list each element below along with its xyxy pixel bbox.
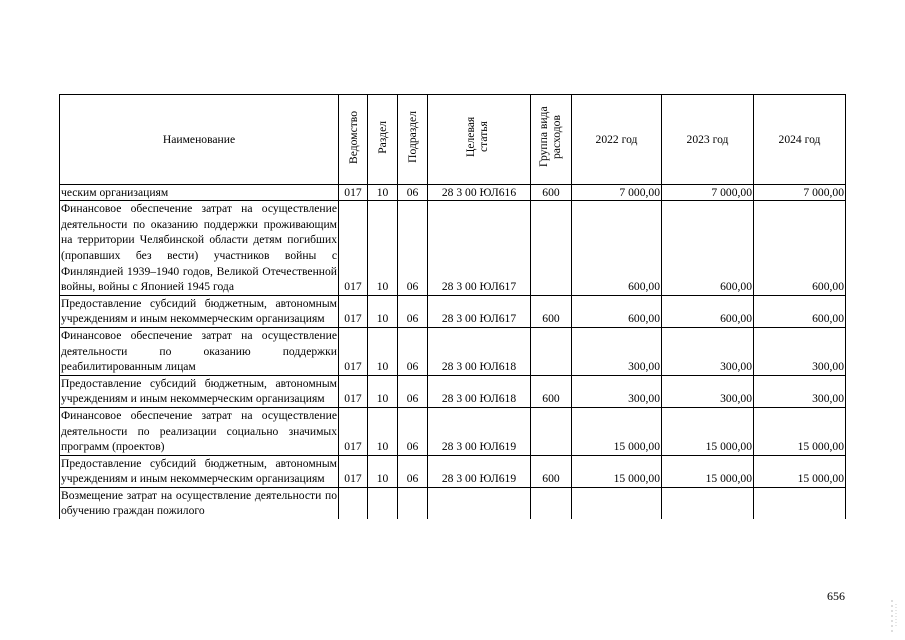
cell-2023: 600,00 [662,295,754,327]
cell-target-item: 28 3 00 ЮЛ618 [428,375,531,407]
cell-2023: 300,00 [662,375,754,407]
cell-subsection: 06 [398,327,428,375]
cell-2023: 15 000,00 [662,407,754,455]
cell-section: 10 [368,375,398,407]
header-department: Ведомство [339,95,368,185]
header-section: Раздел [368,95,398,185]
cell-name: Финансовое обеспечение затрат на осуществление деятельности по реализации социально значимых программ (проектов) [60,407,339,455]
cell-2024: 7 000,00 [754,184,846,201]
header-2022: 2022 год [572,95,662,185]
cell-target-item: 28 3 00 ЮЛ619 [428,455,531,487]
header-target-item: Целевая статья [428,95,531,185]
cell-department: 017 [339,407,368,455]
page-number: 656 [827,589,845,603]
header-expense-group: Группа вида расходов [531,95,572,185]
table-row [60,184,846,201]
header-subsection: Подраздел [398,95,428,185]
cell-subsection: 06 [398,375,428,407]
table-row [60,327,846,375]
table-row [60,295,846,327]
cell-department [339,487,368,519]
cell-2022: 300,00 [572,375,662,407]
cell-2024: 600,00 [754,201,846,296]
cell-target-item: 28 3 00 ЮЛ617 [428,201,531,296]
cell-subsection: 06 [398,201,428,296]
scan-edge-mark [888,598,900,634]
cell-subsection: 06 [398,295,428,327]
cell-2022: 300,00 [572,327,662,375]
cell-department: 017 [339,327,368,375]
cell-section: 10 [368,407,398,455]
cell-2023: 600,00 [662,201,754,296]
cell-2024: 15 000,00 [754,455,846,487]
cell-department: 017 [339,455,368,487]
cell-name: Предоставление субсидий бюджетным, автономным учреждениям и иным некоммерческим организациям [60,375,339,407]
budget-table [59,94,846,519]
cell-2022: 600,00 [572,201,662,296]
cell-expense-group [531,487,572,519]
header-2023: 2023 год [662,95,754,185]
cell-2022: 7 000,00 [572,184,662,201]
cell-subsection: 06 [398,184,428,201]
cell-target-item: 28 3 00 ЮЛ619 [428,407,531,455]
cell-target-item: 28 3 00 ЮЛ616 [428,184,531,201]
cell-target-item [428,487,531,519]
cell-target-item: 28 3 00 ЮЛ617 [428,295,531,327]
cell-subsection: 06 [398,455,428,487]
table-row [60,375,846,407]
cell-section: 10 [368,295,398,327]
cell-name: Предоставление субсидий бюджетным, автономным учреждениям и иным некоммерческим организациям [60,455,339,487]
header-2024: 2024 год [754,95,846,185]
table-row [60,201,846,296]
cell-expense-group: 600 [531,375,572,407]
cell-department: 017 [339,201,368,296]
cell-2022 [572,487,662,519]
cell-2022: 15 000,00 [572,455,662,487]
cell-department: 017 [339,184,368,201]
cell-name: ческим организациям [60,184,339,201]
cell-name: Возмещение затрат на осуществление деятельности по обучению граждан пожилого [61,488,337,518]
cell-subsection [398,487,428,519]
cell-2022: 15 000,00 [572,407,662,455]
table-row [60,407,846,455]
cell-department: 017 [339,295,368,327]
header-row [60,95,846,185]
table-row [60,455,846,487]
cell-2024: 300,00 [754,375,846,407]
cell-name: Предоставление субсидий бюджетным, автономным учреждениям и иным некоммерческим организациям [60,295,339,327]
cell-2023 [662,487,754,519]
cell-2023: 300,00 [662,327,754,375]
cell-section: 10 [368,201,398,296]
cell-2024: 300,00 [754,327,846,375]
cell-expense-group [531,407,572,455]
cell-expense-group: 600 [531,184,572,201]
cell-2024: 600,00 [754,295,846,327]
cell-section: 10 [368,455,398,487]
cell-2022: 600,00 [572,295,662,327]
cell-expense-group [531,201,572,296]
cell-section [368,487,398,519]
table-row [60,487,846,519]
cell-section: 10 [368,184,398,201]
cell-expense-group [531,327,572,375]
cell-subsection: 06 [398,407,428,455]
cell-2024: 15 000,00 [754,407,846,455]
cell-expense-group: 600 [531,455,572,487]
table-body [60,184,846,519]
cell-2023: 7 000,00 [662,184,754,201]
cell-name: Финансовое обеспечение затрат на осуществление деятельности по оказанию поддержки проживающим на территории Челябинской области детям погибших (пропавших без вести) участников войны с Финляндией 1939–1940 годов, Великой Отечественной войны, войны с Японией 1945 года [60,201,339,296]
cell-section: 10 [368,327,398,375]
cell-target-item: 28 3 00 ЮЛ618 [428,327,531,375]
header-name: Наименование [60,95,339,185]
cell-department: 017 [339,375,368,407]
cell-2023: 15 000,00 [662,455,754,487]
cell-2024 [754,487,846,519]
cell-name: Финансовое обеспечение затрат на осуществление деятельности по оказанию поддержки реабилитированным лицам [60,327,339,375]
cell-expense-group: 600 [531,295,572,327]
